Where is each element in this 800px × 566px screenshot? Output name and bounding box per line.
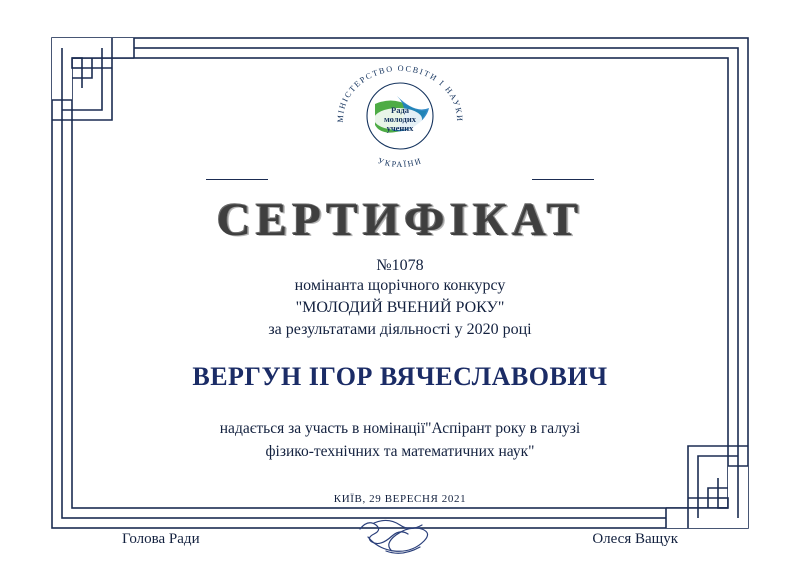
certificate-number: №1078 — [376, 257, 424, 275]
svg-text:МІНІСТЕРСТВО ОСВІТИ І НАУКИ: МІНІСТЕРСТВО ОСВІТИ І НАУКИ — [335, 64, 465, 123]
rada-molodyh-uchenyh-logo-icon — [325, 64, 475, 168]
place-and-date: КИЇВ, 29 ВЕРЕСНЯ 2021 — [333, 493, 467, 506]
subtitle-line-1: номінанта щорічного конкурсу — [294, 277, 506, 295]
signature-row — [100, 517, 700, 563]
signature-right-label: Олеся Ващук — [592, 531, 678, 548]
svg-text:молодих: молодих — [383, 114, 417, 124]
svg-text:учених: учених — [386, 123, 414, 133]
title-divider — [100, 172, 700, 186]
emblem — [100, 62, 700, 170]
svg-text:Рада: Рада — [391, 105, 409, 115]
svg-text:УКРАЇНИ: УКРАЇНИ — [376, 156, 424, 168]
certificate-content — [100, 62, 700, 548]
subtitle-line-3: за результатами діяльності у 2020 році — [268, 320, 532, 338]
nomination-line-1: надається за участь в номінації"Аспірант року в галузі — [219, 420, 581, 438]
nomination-line-2: фізико-технічних та математичних наук" — [265, 442, 535, 460]
signature-left-label: Голова Ради — [122, 531, 200, 548]
divider-right — [532, 179, 594, 180]
recipient-name: ВЕРГУН ІГОР ВЯЧЕСЛАВОВИЧ — [192, 362, 608, 392]
divider-left — [206, 179, 268, 180]
handwritten-signature — [340, 513, 460, 564]
subtitle-line-2: "МОЛОДИЙ ВЧЕНИЙ РОКУ" — [295, 298, 505, 316]
certificate-title: СЕРТИФІКАТ — [216, 194, 584, 246]
